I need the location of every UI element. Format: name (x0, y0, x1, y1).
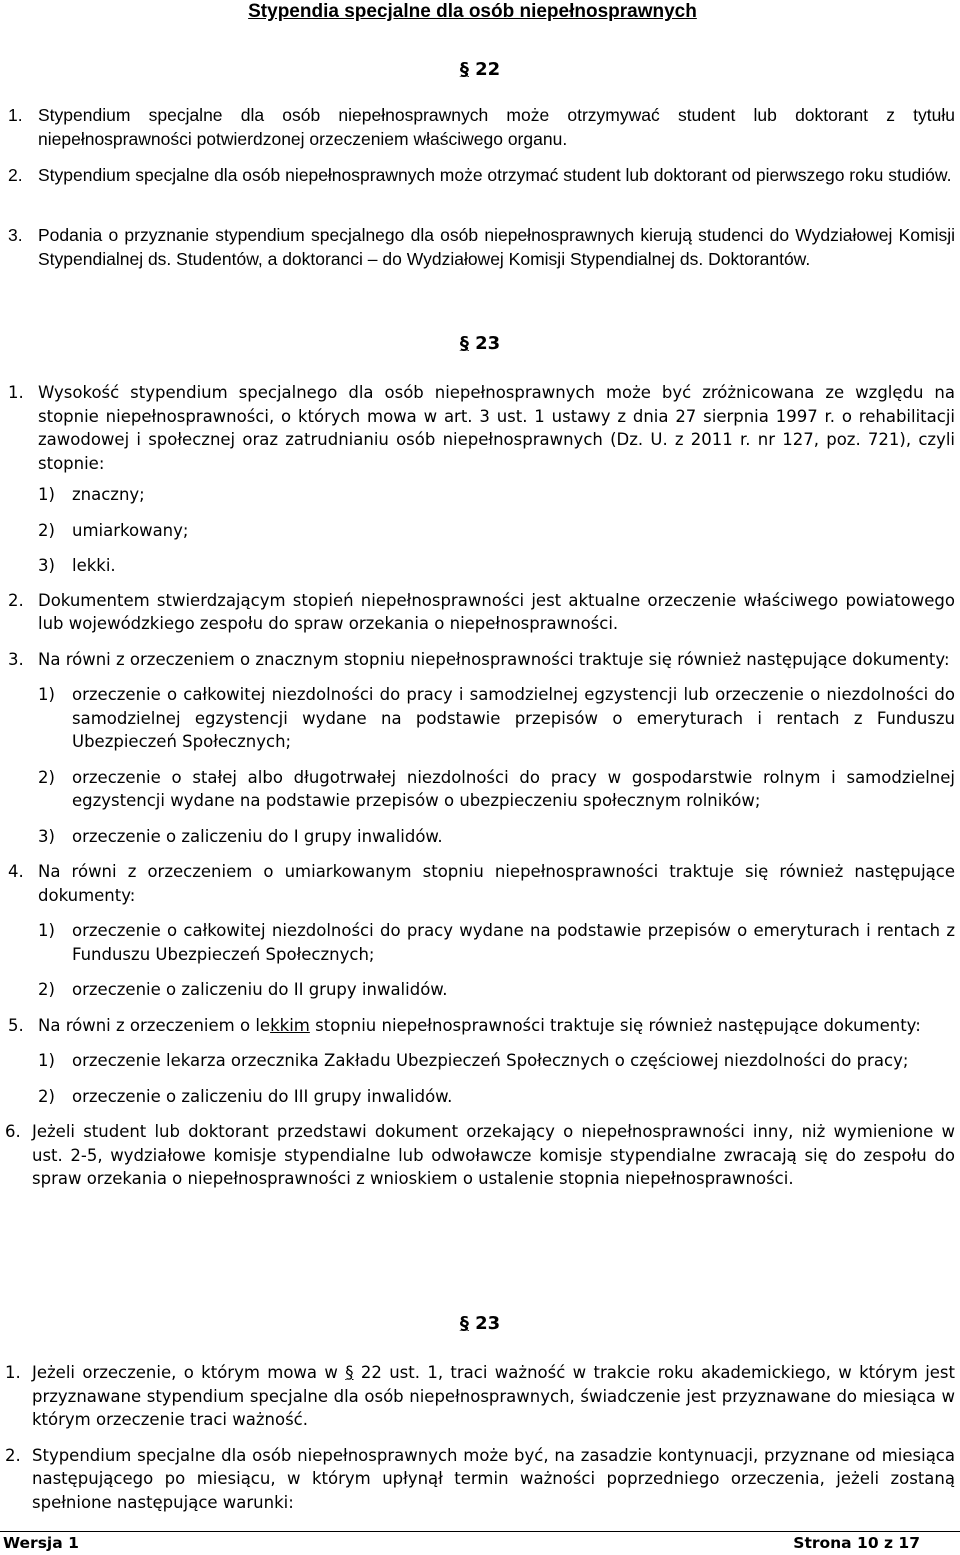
paragraph-23-1-item-1: 1) znaczny; (38, 485, 145, 504)
section-symbol: § (459, 1313, 469, 1334)
paragraph-23-4: 4. Na równi z orzeczeniem o umiarkowanym stopniu niepełnosprawności traktuje się również następujące dokumenty: (8, 862, 955, 905)
section-reference-symbol: § (345, 1363, 354, 1382)
section-23-body (0, 381, 955, 1191)
document-title: Stypendia specjalne dla osób niepełnosprawnych (248, 1, 697, 22)
paragraph-23-1: 1. Wysokość stypendium specjalnego dla osób niepełnosprawnych może być zróżnicowana ze względu na stopnie niepełnosprawności, o których mowa w art. 3 ust. 1 ustawy z dnia 27 sierpnia 1997 r. o rehabilitacji zawodowej i społecznej oraz zatrudnianiu osób niepełnosprawnych (Dz. U. z 2011 r. nr 127, poz. 721), czyli stopnie: (8, 383, 955, 473)
paragraph-23b-1: 1. Jeżeli orzeczenie, o którym mowa w § 22 ust. 1, traci ważność w trakcie roku akademickiego, w którym jest przyznawane stypendium specjalne dla osób niepełnosprawnych, świadczenie jest przyznawane do miesiąca w którym orzeczenie traci ważność. (5, 1363, 955, 1429)
paragraph-23-1-item-2: 2) umiarkowany; (38, 520, 189, 540)
section-symbol: § (459, 59, 469, 80)
footer-version: Wersja 1 (3, 1534, 79, 1552)
paragraph-23-3-item-2: 2) orzeczenie o stałej albo długotrwałej niezdolności do pracy w gospodarstwie rolnym i samodzielnej egzystencji wydane na podstawie przepisów o ubezpieczeniu społecznym rolników; (38, 767, 955, 810)
paragraph-23-6: 6. Jeżeli student lub doktorant przedstawi dokument orzekający o niepełnosprawności inny, niż wymienione w ust. 2-5, wydziałowe komisje stypendialne lub odwoławcze komisje stypendialne zwracają się do zespołu do spraw orzekania o niepełnosprawności z wnioskiem o ustalenie stopnia niepełnosprawności. (5, 1122, 955, 1188)
footer-page-number: Strona 10 z 17 (793, 1534, 920, 1552)
section-heading-23-second (0, 1312, 960, 1336)
section-number: 23 (475, 1313, 501, 1334)
underlined-word: kkim (270, 1015, 310, 1035)
paragraph-23-3-item-3: 3) orzeczenie o zaliczeniu do I grupy inwalidów. (38, 826, 443, 846)
paragraph-23-5-item-2: 2) orzeczenie o zaliczeniu do III grupy inwalidów. (38, 1086, 453, 1106)
paragraph-23-5-item-1: 1) orzeczenie lekarza orzecznika Zakładu Ubezpieczeń Społecznych o częściowej niezdolności do pracy; (38, 1051, 909, 1070)
paragraph-22-3: 3. Podania o przyznanie stypendium specjalnego dla osób niepełnosprawnych kierują studenci do Wydziałowej Komisji Stypendialnej ds. Studentów, a doktoranci – do Wydziałowej Komisji Stypendialnej ds. Doktorantów. (8, 225, 955, 269)
section-23b-body (0, 1361, 955, 1514)
paragraph-23-5: 5. Na równi z orzeczeniem o lekkim stopniu niepełnosprawności traktuje się również następujące dokumenty: (8, 1015, 921, 1035)
paragraph-23b-2: 2. Stypendium specjalne dla osób niepełnosprawnych może być, na zasadzie kontynuacji, przyznane od miesiąca następującego po miesiącu, w którym upłynął termin ważności poprzedniego orzeczenia, jeżeli zostaną spełnione następujące warunki: (5, 1445, 955, 1512)
page-footer (0, 1531, 960, 1555)
paragraph-23-3-item-1: 1) orzeczenie o całkowitej niezdolności do pracy i samodzielnej egzystencji lub orzeczenie o niezdolności do samodzielnej egzystencji wydane na podstawie przepisów o emeryturach i rentach z Funduszu Ubezpieczeń Społecznych; (38, 685, 955, 751)
paragraph-22-2: 2. Stypendium specjalne dla osób niepełnosprawnych może otrzymać student lub doktorant od pierwszego roku studiów. (8, 165, 952, 185)
paragraph-22-1: 1. Stypendium specjalne dla osób niepełnosprawnych może otrzymywać student lub doktorant z tytułu niepełnosprawności potwierdzonej orzeczeniem właściwego organu. (8, 105, 955, 149)
paragraph-23-4-item-2: 2) orzeczenie o zaliczeniu do II grupy inwalidów. (38, 980, 448, 999)
section-symbol: § (459, 333, 469, 354)
section-22-body (0, 104, 955, 271)
paragraph-23-3: 3. Na równi z orzeczeniem o znacznym stopniu niepełnosprawności traktuje się również następujące dokumenty: (8, 649, 950, 669)
paragraph-23-2: 2. Dokumentem stwierdzającym stopień niepełnosprawności jest aktualne orzeczenie właściwego powiatowego lub wojewódzkiego zespołu do spraw orzekania o niepełnosprawności. (8, 590, 955, 633)
section-heading-22 (0, 58, 960, 82)
section-number: 23 (475, 333, 501, 354)
paragraph-23-4-item-1: 1) orzeczenie o całkowitej niezdolności do pracy wydane na podstawie przepisów o emeryturach i rentach z Funduszu Ubezpieczeń Społecznych; (38, 921, 955, 964)
paragraph-23-1-item-3: 3) lekki. (38, 556, 116, 575)
section-heading-23 (0, 332, 960, 356)
section-number: 22 (475, 59, 501, 80)
